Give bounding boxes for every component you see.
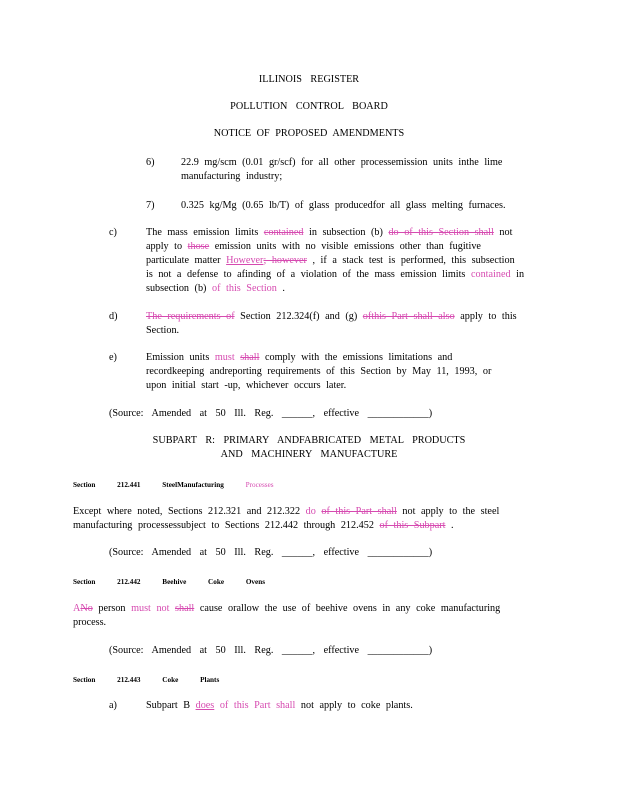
deleted-text: contained [263,227,304,238]
text: . [445,520,454,531]
inserted-text: of this Part [214,700,277,711]
deleted-text: of this Subpart [379,520,446,531]
text: is not a defense to afinding of a violation of the mass emission limits [146,269,471,280]
section-212-441-line-1 [73,506,499,518]
inserted-text: must not [131,603,170,614]
deleted-text: of this Part shall [321,506,397,517]
header-register: ILLINOIS REGISTER [258,74,360,85]
inserted-text: must [214,352,235,363]
para-d-number: d) [109,311,118,322]
text: person [92,603,132,614]
item-6-number: 6) [146,157,155,168]
section-212-441-line-2 [73,520,454,532]
para-c-line-3 [146,255,515,267]
source-note: (Source: Amended at 50 Ill. Reg. ______, effective ____________) [109,408,433,419]
para-c-line-2 [146,241,481,253]
inserted-text: However [226,255,264,266]
text: emission units with no visible emissions other than fugitive [209,241,481,252]
section-212-442-line-2: process. [73,617,107,628]
section-212-442-heading: Section 212.442 Beehive Coke Ovens [73,578,265,586]
text: Subpart B [146,700,196,711]
para-c-line-4 [146,269,524,281]
para-c-number: c) [109,227,117,238]
text: The mass emission limits [146,227,264,238]
subpart-title-line-2: AND MACHINERY MANUFACTURE [220,449,398,460]
item-7-text: 0.325 kg/Mg (0.65 lb/T) of glass producedfor all glass melting furnaces. [181,200,506,211]
deleted-text: The requirements of [146,311,235,322]
text: particulate matter [146,255,227,266]
text: not apply to the steel [396,506,500,517]
para-d-line-1 [146,311,517,323]
para-e-line-2: recordkeeping andreporting requirements of this Section by May 11, 1993, or [146,366,492,377]
source-note: (Source: Amended at 50 Ill. Reg. ______, effective ____________) [109,645,433,656]
inserted-text: does [195,700,215,711]
inserted-text: shall [276,700,296,711]
section-212-441-heading [73,479,274,491]
para-d-line-2: Section. [146,325,180,336]
header-notice: NOTICE OF PROPOSED AMENDMENTS [213,128,405,139]
inserted-text: Processes [245,481,274,489]
text: not [493,227,513,238]
text: comply with the emissions limitations and [259,352,453,363]
para-e-number: e) [109,352,117,363]
para-c-line-5 [146,283,285,295]
item-6-line-1: 22.9 mg/scm (0.01 gr/scf) for all other processemission units inthe lime [181,157,503,168]
deleted-text: No [80,603,93,614]
text: Section 212.324(f) and (g) [234,311,363,322]
item-7-number: 7) [146,200,155,211]
deleted-text: shall [175,603,195,614]
text: subsection (b) [146,283,212,294]
deleted-text: ofthis Part shall also [362,311,455,322]
deleted-text: do of this Section shall [388,227,494,238]
para-c-line-1 [146,227,512,239]
text: Section 212.441 SteelManufacturing [73,481,224,489]
text: cause orallow the use of beehive ovens in any coke manufacturing [194,603,501,614]
source-note: (Source: Amended at 50 Ill. Reg. ______, effective ____________) [109,547,433,558]
text: Except where noted, Sections 212.321 and 212.322 [73,506,306,517]
subpart-title-line-1: SUBPART R: PRIMARY ANDFABRICATED METAL PRODUCTS [152,435,466,446]
inserted-text: A [73,603,81,614]
deleted-text: those [187,241,210,252]
text: apply to this [454,311,517,322]
para-e-line-1 [146,352,452,364]
text: not apply to coke plants. [295,700,413,711]
inserted-text: of this Section [211,283,277,294]
item-6-line-2: manufacturing industry; [181,171,283,182]
section-212-443-line-1 [146,700,413,712]
para-e-line-3: upon initial start -up, whichever occurs later. [146,380,347,391]
text: in subsection (b) [303,227,389,238]
deleted-text: ; however [263,255,307,266]
section-212-443-heading: Section 212.443 Coke Plants [73,676,220,684]
section-212-443-number: a) [109,700,117,711]
section-212-442-line-1 [73,603,500,615]
text: Emission units [146,352,215,363]
text: in [510,269,525,280]
text: manufacturing processessubject to Sections 212.442 through 212.452 [73,520,380,531]
text: , if a stack test is performed, this subsection [306,255,515,266]
inserted-text: contained [470,269,511,280]
inserted-text: do [305,506,316,517]
text: apply to [146,241,188,252]
header-board: POLLUTION CONTROL BOARD [230,101,388,112]
deleted-text: shall [240,352,260,363]
text: . [276,283,285,294]
